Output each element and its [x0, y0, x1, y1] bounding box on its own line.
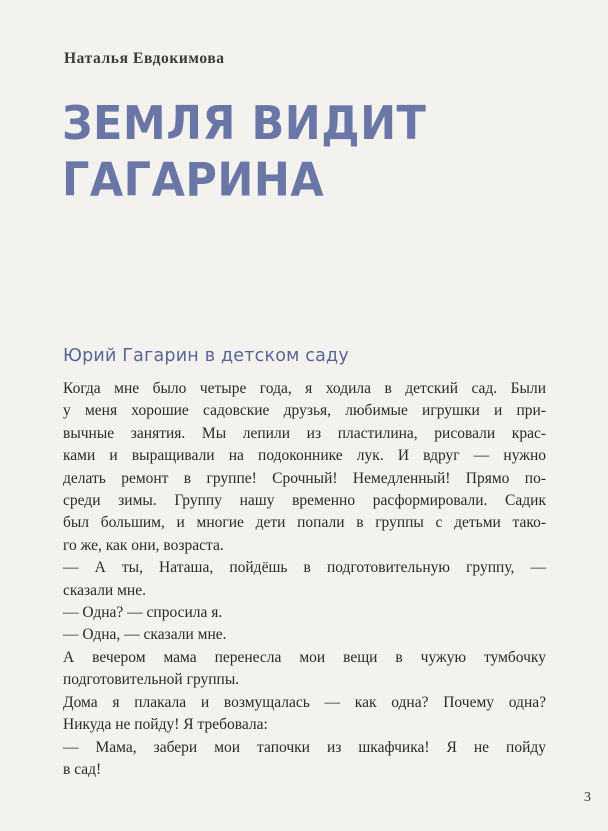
text-line: делать ремонт в группе! Срочный! Немедленный! Прямо по- — [63, 469, 546, 487]
text-line: Никуда не пойду! Я требовала: — [63, 716, 268, 734]
text-line: — Мама, забери мои тапочки из шкафчика! Я не пойду — [63, 738, 546, 756]
text-line: — Одна, — сказали мне. — [63, 626, 227, 644]
text-line: Дома я плакала и возмущалась — как одна? Почему одна? — [63, 693, 546, 711]
text-line: среди зимы. Группу нашу временно расформировали. Садик — [63, 492, 546, 510]
text-line: го же, как они, возраста. — [63, 536, 224, 554]
section-subtitle: Юрий Гагарин в детском саду — [63, 346, 349, 366]
chapter-title — [62, 96, 582, 208]
text-line: у меня хорошие садовские друзья, любимые игрушки и при- — [63, 402, 546, 420]
text-line: А вечером мама перенесла мои вещи в чужую тумбочку — [63, 648, 546, 666]
text-line: вычные занятия. Мы лепили из пластилина, рисовали крас- — [63, 424, 546, 442]
text-line: Когда мне было четыре года, я ходила в детский сад. Были — [63, 380, 546, 397]
chapter-title-line: ЗЕМЛЯ ВИДИТ — [62, 97, 427, 152]
author-name: Наталья Евдокимова — [64, 50, 225, 67]
page-number: 3 — [584, 790, 591, 805]
text-line: сказали мне. — [63, 581, 146, 599]
chapter-title-line: ГАГАРИНА — [62, 153, 325, 208]
body-text — [63, 378, 546, 781]
text-line: — А ты, Наташа, пойдёшь в подготовительную группу, — — [63, 559, 546, 577]
text-line: ками и выращивали на подоконнике лук. И вдруг — нужно — [63, 447, 546, 465]
text-line: в сад! — [63, 760, 102, 778]
text-line: подготовительной группы. — [63, 671, 240, 689]
text-line: был большим, и многие дети попали в группы с детьми тако- — [63, 514, 546, 532]
text-line: — Одна? — спросила я. — [63, 604, 223, 622]
